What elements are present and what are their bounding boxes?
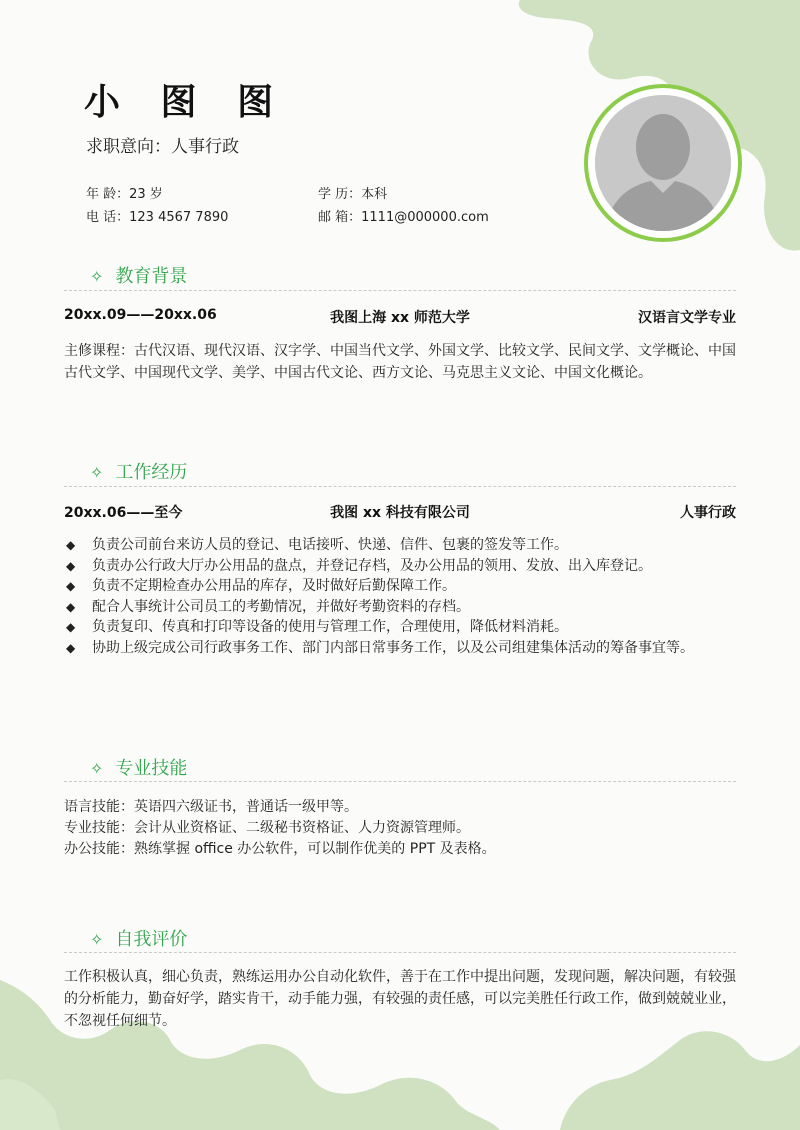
black-diamond-icon: ◆ (66, 640, 76, 655)
courses-text: 主修课程：古代汉语、现代汉语、汉字学、中国当代文学、外国文学、比较文学、民间文学、文学概论、中国古代文学、中国现代文学、美学、中国古代文论、西方文论、马克思主义文论、中国文化概论。 (64, 343, 736, 381)
age-info: 年 龄：23 岁 (86, 187, 163, 202)
candidate-name: 小 图 图 (84, 82, 288, 123)
profile-photo (584, 84, 742, 242)
black-diamond-icon: ◆ (66, 538, 76, 552)
work-divider (64, 486, 736, 487)
self-section-title: ✧ 自我评价 (90, 929, 188, 950)
job-intent: 求职意向：人事行政 (86, 137, 239, 157)
person-silhouette-icon (595, 95, 731, 231)
list-item: ◆ 配合人事统计公司员工的考勤情况，并做好考勤资料的存档。 (64, 597, 740, 618)
self-evaluation-text: 工作积极认真，细心负责，熟练运用办公自动化软件，善于在工作中提出问题，发现问题，解决问题，有较强的分析能力，勤奋好学，踏实肯干，动手能力强，有较强的责任感，可以完美胜任行政工作，做到兢兢业业，不忽视任何细节。 (64, 969, 736, 1029)
work-duties-list (64, 535, 740, 658)
list-item: 专业技能：会计从业资格证、二级秘书资格证、人力资源管理师。 (64, 820, 470, 836)
position-title: 人事行政 (680, 505, 736, 521)
education-divider (64, 290, 736, 291)
phone-info: 电 话：123 4567 7890 (86, 210, 229, 225)
major: 汉语言文学专业 (638, 310, 736, 326)
black-diamond-icon: ◆ (66, 620, 76, 634)
diamond-outline-icon: ✧ (90, 267, 104, 286)
black-diamond-icon: ◆ (66, 579, 76, 593)
self-divider (64, 952, 736, 953)
skills-section-title: ✧ 专业技能 (90, 758, 188, 779)
diamond-outline-icon: ✧ (90, 463, 104, 482)
email-info: 邮 箱：1111@000000.com (318, 210, 489, 225)
work-section-title: ✧ 工作经历 (90, 462, 188, 483)
skills-divider (64, 781, 736, 782)
list-item: ◆ 负责不定期检查办公用品的库存，及时做好后勤保障工作。 (64, 576, 740, 597)
list-item: ◆ 负责复印、传真和打印等设备的使用与管理工作，合理使用，降低材料消耗。 (64, 617, 740, 638)
black-diamond-icon: ◆ (66, 599, 76, 614)
list-item: ◆ 负责办公行政大厅办公用品的盘点，并登记存档，及办公用品的领用、发放、出入库登记。 (64, 556, 740, 577)
school-name: 我图上海 xx 师范大学 (330, 310, 470, 326)
diamond-outline-icon: ✧ (90, 930, 104, 949)
black-diamond-icon: ◆ (66, 558, 76, 573)
list-item: ◆ 协助上级完成公司行政事务工作、部门内部日常事务工作，以及公司组建集体活动的筹备事宜等。 (64, 638, 740, 659)
diamond-outline-icon: ✧ (90, 759, 104, 778)
work-period: 20xx.06——至今 (64, 505, 183, 521)
list-item: 办公技能：熟练掌握 office 办公软件，可以制作优美的 PPT 及表格。 (64, 841, 496, 857)
education-period: 20xx.09——20xx.06 (64, 307, 217, 323)
skills-list (64, 797, 496, 860)
company-name: 我图 xx 科技有限公司 (330, 505, 470, 521)
education-section-title: ✧ 教育背景 (90, 266, 188, 287)
list-item: ◆ 负责公司前台来访人员的登记、电话接听、快递、信件、包裹的签发等工作。 (64, 535, 740, 556)
education-info: 学 历：本科 (318, 187, 388, 202)
list-item: 语言技能：英语四六级证书，普通话一级甲等。 (64, 799, 358, 815)
